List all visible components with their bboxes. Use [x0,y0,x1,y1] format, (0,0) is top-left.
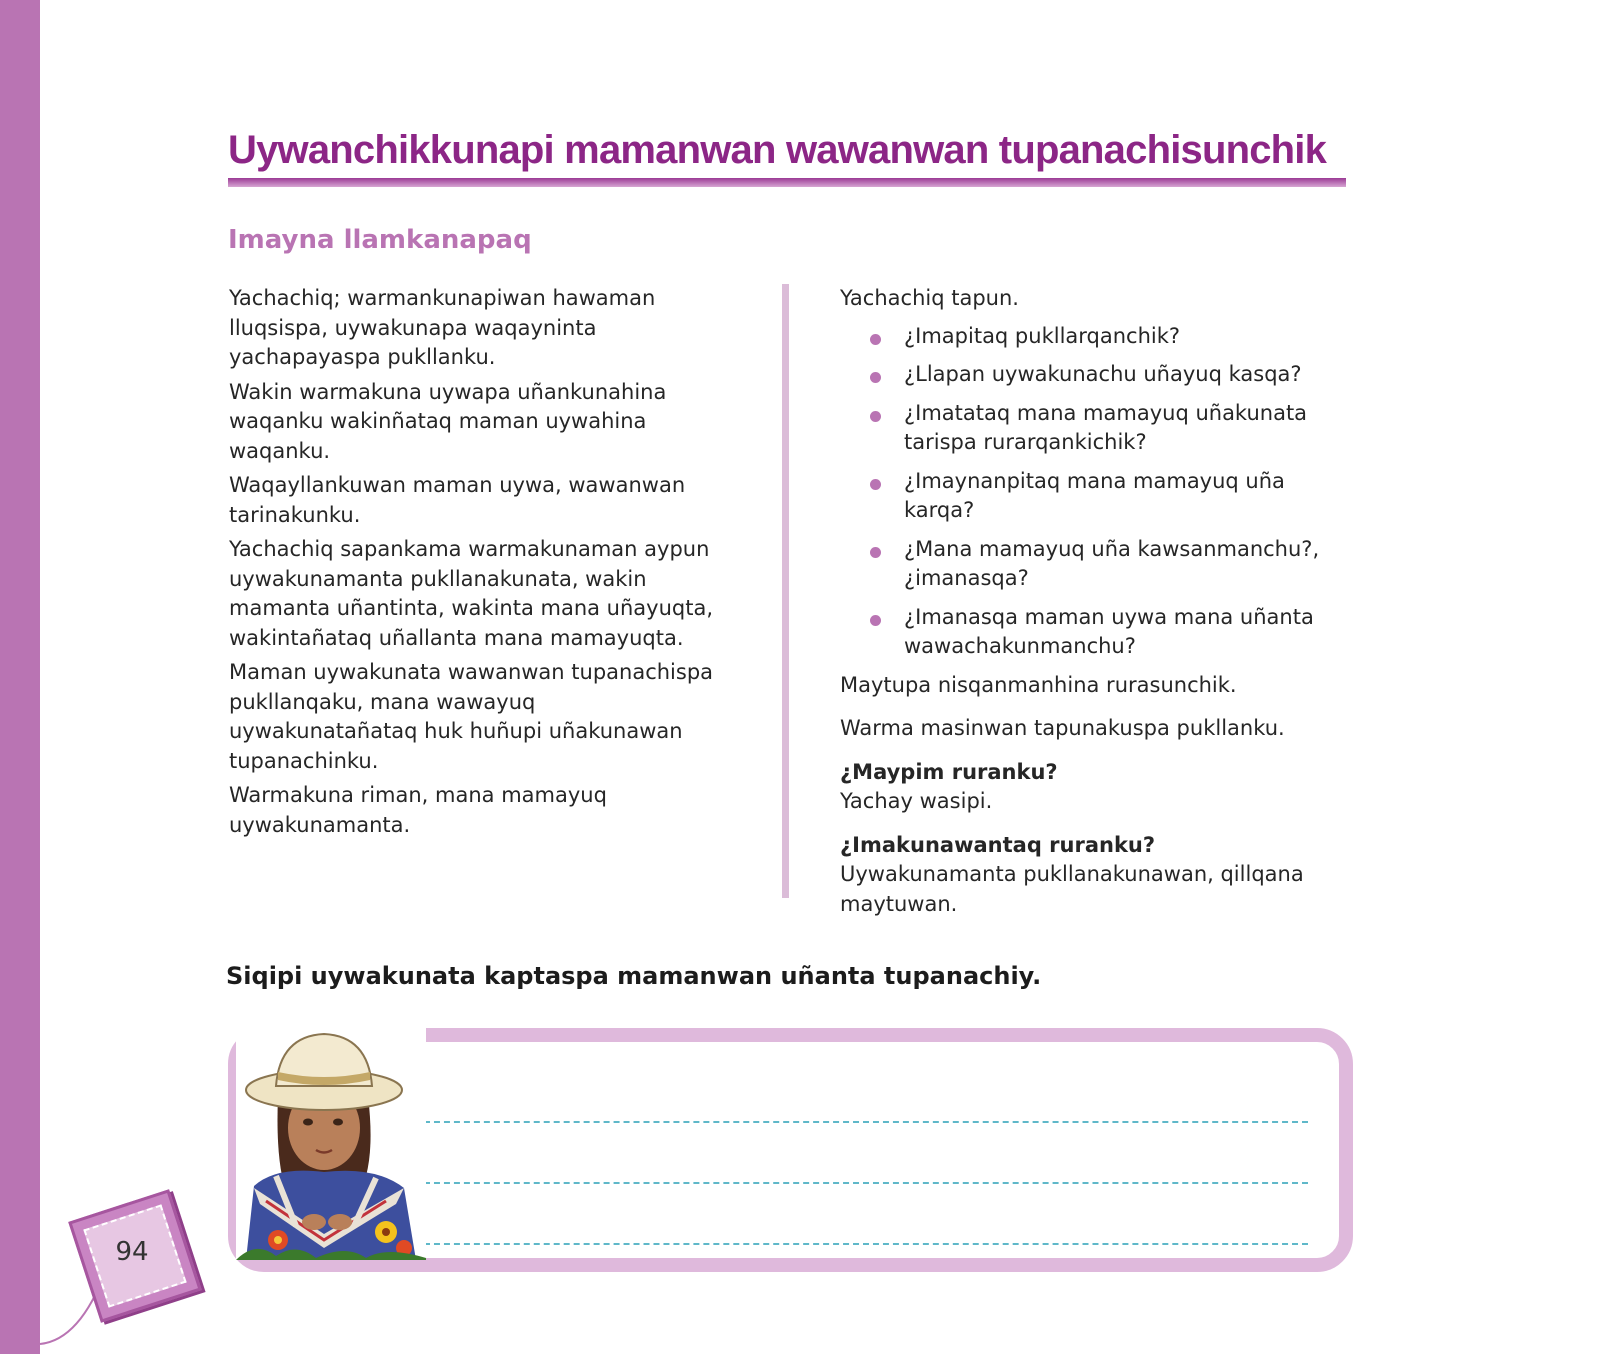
questions-intro: Yachachiq tapun. [840,286,1019,310]
bullet-icon [870,372,881,383]
left-paragraph: Yachachiq sapankama warmakunaman aypun uywakunamanta pukllanakunata, wakin mamanta uñantinta, wakinta mana uñayuqta, wakintañataq uñallanta mana mamayuqta. [229,537,714,650]
list-item [840,535,1360,594]
question-text: ¿Imapitaq pukllarqanchik? [904,323,1181,348]
where-answer: Yachay wasipi. [840,789,993,813]
kite-badge-icon [60,1185,210,1335]
where-heading: ¿Maypim ruranku? [840,759,1058,784]
materials-heading: ¿Imakunawantaq ruranku? [840,832,1156,857]
answer-line[interactable] [424,1243,1308,1245]
left-column [229,284,729,845]
activity-instruction: Siqipi uywakunata kaptaspa mamanwan uñanta tupanachiy. [226,962,1042,990]
question-text: ¿Imaynanpitaq mana mamayuq uña karqa? [904,468,1285,522]
bullet-icon [870,411,881,422]
right-paragraph: Warma masinwan tapunakuspa pukllanku. [840,716,1285,740]
left-side-bar [0,0,40,1354]
list-item [840,360,1360,390]
bullet-icon [870,479,881,490]
list-item [840,603,1360,662]
list-item [840,467,1360,526]
page-title: Uywanchikkunapi mamanwan wawanwan tupanachisunchik [228,128,1327,172]
child-in-hat-illustration [236,1026,426,1260]
left-paragraph: Warmakuna riman, mana mamayuq uywakunamanta. [229,783,607,837]
right-column [840,284,1360,919]
bullet-icon [870,334,881,345]
question-text: ¿Llapan uywakunachu uñayuq kasqa? [904,362,1302,386]
left-paragraph: Wakin warmakuna uywapa uñankunahina waqanku wakinñataq maman uywahina waqanku. [229,379,667,463]
question-list [840,322,1360,662]
left-paragraph: Waqayllankuwan maman uywa, wawanwan tarinakunku. [229,473,686,527]
question-text: ¿Mana mamayuq uña kawsanmanchu?, ¿imanasqa? [904,536,1320,590]
materials-answer: Uywakunamanta pukllanakunawan, qillqana maytuwan. [840,862,1304,916]
answer-line[interactable] [424,1182,1308,1184]
list-item [840,399,1360,458]
page-number: 94 [115,1237,149,1267]
bullet-icon [870,547,881,558]
left-paragraph: Maman uywakunata wawanwan tupanachispa pukllanqaku, mana wawayuq uywakunatañataq huk huñupi uñakunawan tupanachinku. [229,660,714,773]
title-underline [228,178,1346,187]
answer-line[interactable] [424,1121,1308,1123]
bullet-icon [870,615,881,626]
column-divider [782,284,789,898]
left-paragraph: Yachachiq; warmankunapiwan hawaman lluqsispa, uywakunapa waqayninta yachapayaspa pukllanku. [229,286,656,369]
section-subtitle: Imayna llamkanapaq [228,225,532,255]
question-text: ¿Imanasqa maman uywa mana uñanta wawachakunmanchu? [904,604,1314,658]
question-text: ¿Imatataq mana mamayuq uñakunata tarispa rurarqankichik? [904,400,1308,454]
right-paragraph: Maytupa nisqanmanhina rurasunchik. [840,672,1237,697]
list-item [840,322,1360,352]
